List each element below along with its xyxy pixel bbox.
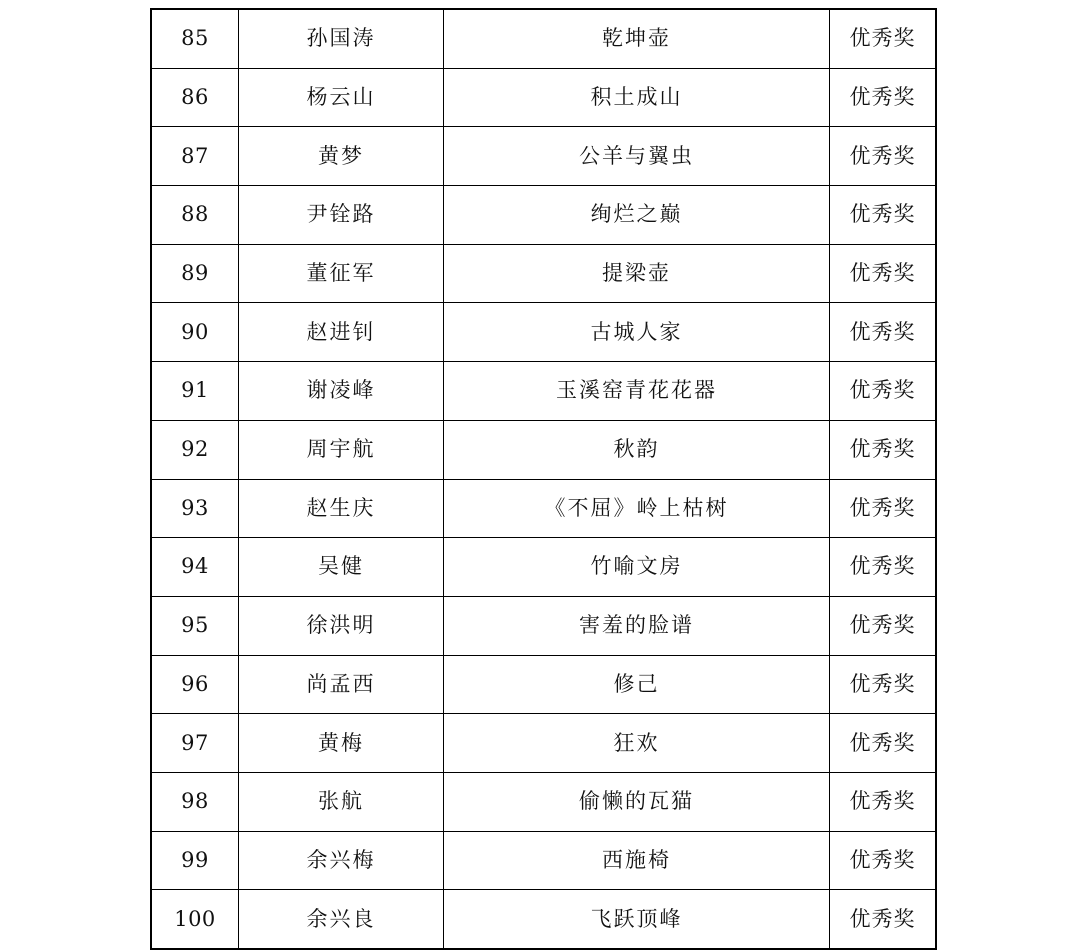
table-row xyxy=(151,596,936,655)
table-row xyxy=(151,538,936,597)
cell-number: 89 xyxy=(151,244,239,303)
cell-work: 竹喻文房 xyxy=(444,538,830,597)
cell-name: 余兴良 xyxy=(239,890,444,949)
cell-number: 99 xyxy=(151,831,239,890)
cell-name: 黄梅 xyxy=(239,714,444,773)
cell-award: 优秀奖 xyxy=(830,596,937,655)
cell-award: 优秀奖 xyxy=(830,9,937,68)
cell-number: 90 xyxy=(151,303,239,362)
cell-number: 85 xyxy=(151,9,239,68)
cell-name: 余兴梅 xyxy=(239,831,444,890)
cell-name: 周宇航 xyxy=(239,420,444,479)
cell-number: 91 xyxy=(151,362,239,421)
cell-award: 优秀奖 xyxy=(830,244,937,303)
cell-name: 徐洪明 xyxy=(239,596,444,655)
cell-award: 优秀奖 xyxy=(830,890,937,949)
cell-name: 谢凌峰 xyxy=(239,362,444,421)
table-row xyxy=(151,772,936,831)
table-body xyxy=(151,9,936,949)
cell-work: 飞跃顶峰 xyxy=(444,890,830,949)
cell-number: 88 xyxy=(151,186,239,245)
cell-number: 100 xyxy=(151,890,239,949)
table-row xyxy=(151,479,936,538)
cell-number: 98 xyxy=(151,772,239,831)
cell-name: 赵生庆 xyxy=(239,479,444,538)
cell-work: 西施椅 xyxy=(444,831,830,890)
cell-award: 优秀奖 xyxy=(830,831,937,890)
cell-work: 狂欢 xyxy=(444,714,830,773)
table-row xyxy=(151,244,936,303)
cell-work: 公羊与翼虫 xyxy=(444,127,830,186)
cell-work: 修己 xyxy=(444,655,830,714)
cell-name: 吴健 xyxy=(239,538,444,597)
cell-name: 尚孟西 xyxy=(239,655,444,714)
cell-award: 优秀奖 xyxy=(830,479,937,538)
cell-number: 93 xyxy=(151,479,239,538)
cell-work: 提梁壶 xyxy=(444,244,830,303)
cell-award: 优秀奖 xyxy=(830,655,937,714)
cell-name: 董征军 xyxy=(239,244,444,303)
table-row xyxy=(151,655,936,714)
cell-name: 杨云山 xyxy=(239,68,444,127)
cell-number: 95 xyxy=(151,596,239,655)
cell-award: 优秀奖 xyxy=(830,68,937,127)
cell-number: 92 xyxy=(151,420,239,479)
cell-number: 86 xyxy=(151,68,239,127)
cell-number: 97 xyxy=(151,714,239,773)
table-row xyxy=(151,831,936,890)
cell-award: 优秀奖 xyxy=(830,186,937,245)
cell-work: 玉溪窑青花花器 xyxy=(444,362,830,421)
cell-award: 优秀奖 xyxy=(830,127,937,186)
cell-name: 赵进钊 xyxy=(239,303,444,362)
cell-award: 优秀奖 xyxy=(830,303,937,362)
cell-work: 绚烂之巅 xyxy=(444,186,830,245)
cell-name: 张航 xyxy=(239,772,444,831)
cell-work: 秋韵 xyxy=(444,420,830,479)
table-row xyxy=(151,186,936,245)
cell-work: 《不屈》岭上枯树 xyxy=(444,479,830,538)
cell-award: 优秀奖 xyxy=(830,772,937,831)
award-list-table-wrapper xyxy=(150,8,930,950)
cell-name: 黄梦 xyxy=(239,127,444,186)
cell-work: 害羞的脸谱 xyxy=(444,596,830,655)
table-row xyxy=(151,127,936,186)
award-list-table xyxy=(150,8,937,950)
cell-name: 尹铨路 xyxy=(239,186,444,245)
cell-award: 优秀奖 xyxy=(830,362,937,421)
cell-work: 偷懒的瓦猫 xyxy=(444,772,830,831)
cell-name: 孙国涛 xyxy=(239,9,444,68)
cell-work: 积土成山 xyxy=(444,68,830,127)
cell-award: 优秀奖 xyxy=(830,538,937,597)
table-row xyxy=(151,68,936,127)
cell-award: 优秀奖 xyxy=(830,714,937,773)
cell-number: 87 xyxy=(151,127,239,186)
cell-work: 乾坤壶 xyxy=(444,9,830,68)
cell-number: 94 xyxy=(151,538,239,597)
table-row xyxy=(151,890,936,949)
cell-work: 古城人家 xyxy=(444,303,830,362)
table-row xyxy=(151,714,936,773)
table-row xyxy=(151,9,936,68)
cell-number: 96 xyxy=(151,655,239,714)
cell-award: 优秀奖 xyxy=(830,420,937,479)
table-row xyxy=(151,420,936,479)
table-row xyxy=(151,362,936,421)
table-row xyxy=(151,303,936,362)
